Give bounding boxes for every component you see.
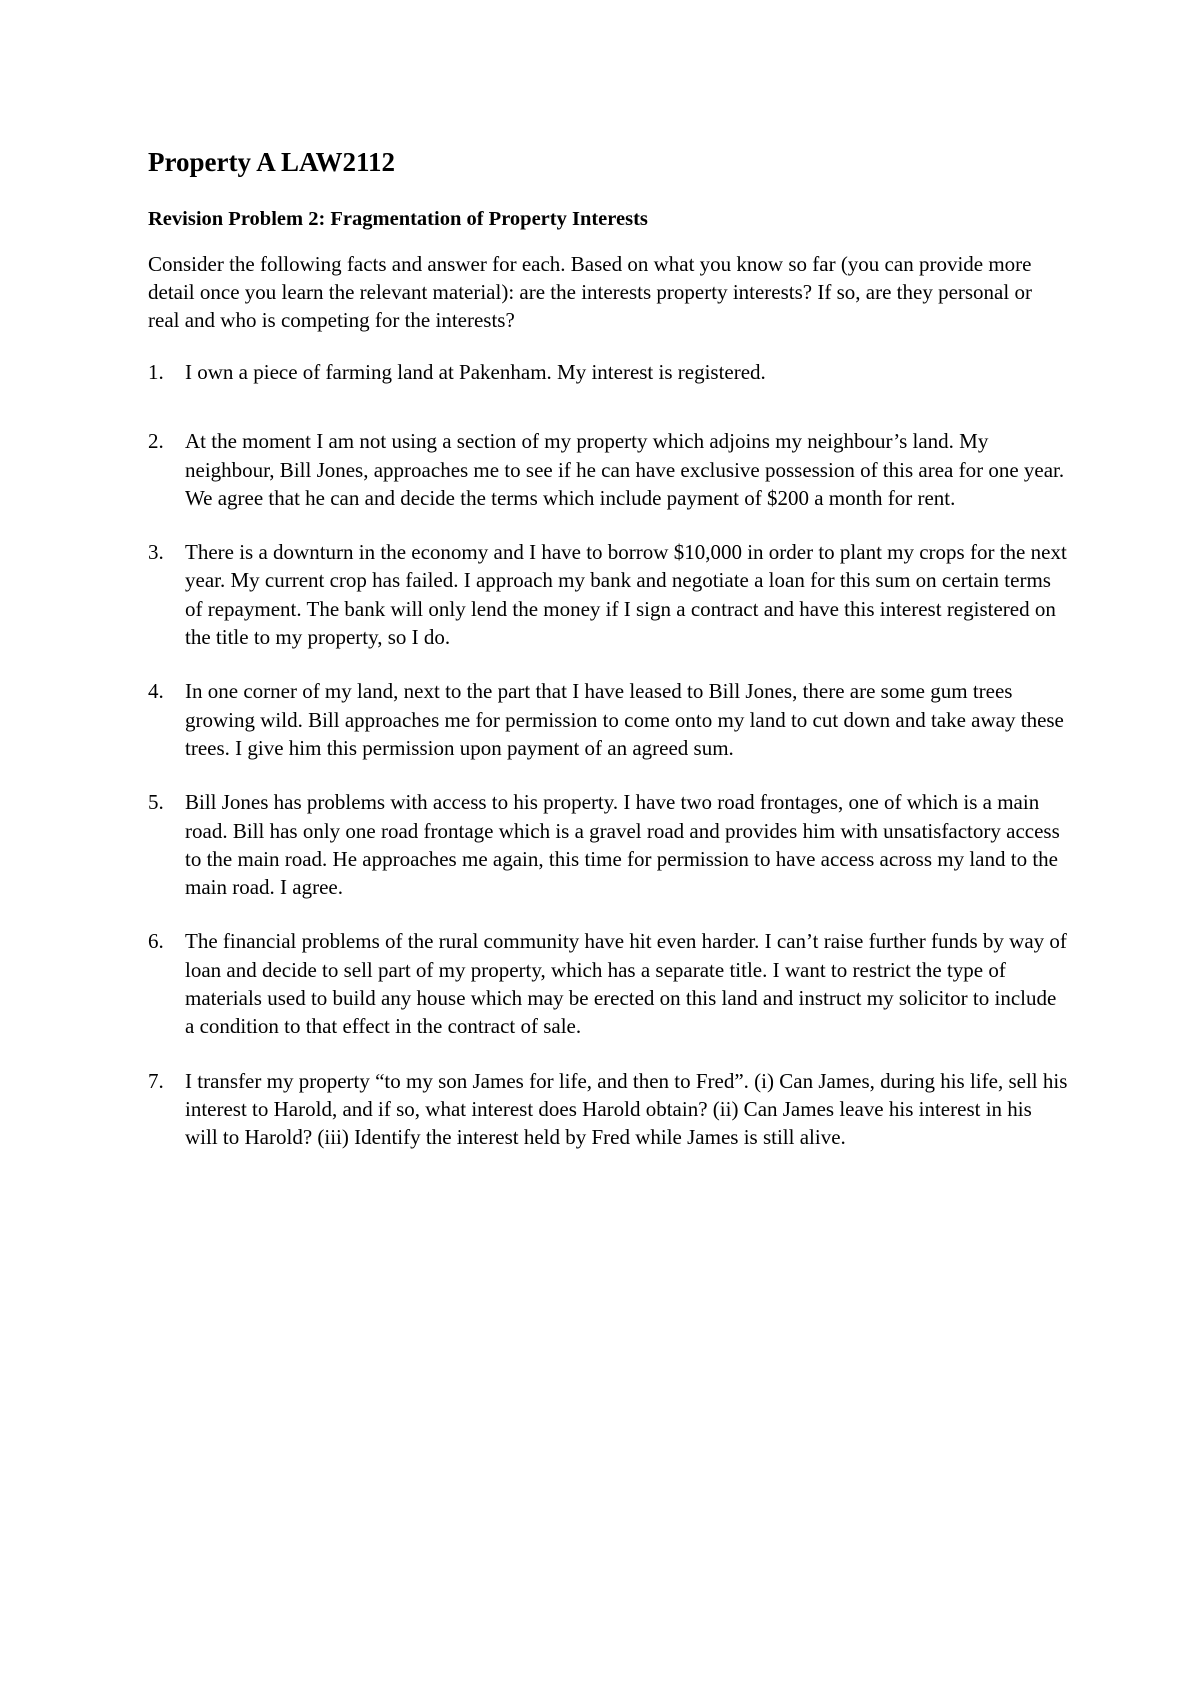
item-number: 3. bbox=[148, 540, 164, 565]
intro-paragraph: Consider the following facts and answer for each. Based on what you know so far (you can provide more detail once you learn the relevant material): are the interests property interests? If so, are they personal or real and who is competing for the interests? bbox=[148, 252, 1032, 332]
list-item bbox=[148, 788, 1068, 901]
item-number: 5. bbox=[148, 790, 164, 815]
item-text: Bill Jones has problems with access to his property. I have two road frontages, one of which is a main road. Bill has only one road frontage which is a gravel road and provides him with unsatisfactory access to the main road. He approaches me again, this time for permission to have access across my land to the main road. I agree. bbox=[185, 790, 1060, 900]
list-item bbox=[148, 677, 1068, 762]
document-content bbox=[148, 146, 1068, 1152]
item-text: At the moment I am not using a section of my property which adjoins my neighbour’s land. My neighbour, Bill Jones, approaches me to see if he can have exclusive possession of this area for one year. We agree that he can and decide the terms which include payment of $200 a month for rent. bbox=[185, 429, 1065, 510]
item-text: I transfer my property “to my son James for life, and then to Fred”. (i) Can James, during his life, sell his interest to Harold, and if so, what interest does Harold obtain? (ii) Can James leave his interest in his will to Harold? (iii) Identify the interest held by Fred while James is still alive. bbox=[185, 1068, 1068, 1150]
list-item bbox=[148, 427, 1068, 512]
item-text: In one corner of my land, next to the part that I have leased to Bill Jones, there are some gum trees growing wild. Bill approaches me for permission to come onto my land to cut down and take away these trees. I give him this permission upon payment of an agreed sum. bbox=[185, 679, 1064, 760]
item-text: I own a piece of farming land at Pakenham. My interest is registered. bbox=[185, 360, 766, 384]
list-item bbox=[148, 538, 1068, 651]
item-text: There is a downturn in the economy and I have to borrow $10,000 in order to plant my crops for the next year. My current crop has failed. I approach my bank and negotiate a loan for this sum on certain terms of repayment. The bank will only lend the money if I sign a contract and have this interest registered on the title to my property, so I do. bbox=[185, 540, 1067, 650]
question-list bbox=[148, 358, 1068, 1152]
page-title: Property A LAW2112 bbox=[148, 147, 396, 177]
item-number: 2. bbox=[148, 429, 164, 454]
item-number: 6. bbox=[148, 929, 164, 954]
item-text: The financial problems of the rural community have hit even harder. I can’t raise further funds by way of loan and decide to sell part of my property, which has a separate title. I want to restrict the type of materials used to build any house which may be erected on this land and instruct my solicitor to include a condition to that effect in the contract of sale. bbox=[185, 929, 1067, 1039]
list-item bbox=[148, 358, 1068, 386]
list-item bbox=[148, 927, 1068, 1040]
item-number: 7. bbox=[148, 1068, 164, 1093]
item-number: 1. bbox=[148, 360, 164, 384]
list-item bbox=[148, 1067, 1068, 1152]
item-number: 4. bbox=[148, 679, 164, 704]
problem-heading: Revision Problem 2: Fragmentation of Property Interests bbox=[148, 208, 648, 230]
